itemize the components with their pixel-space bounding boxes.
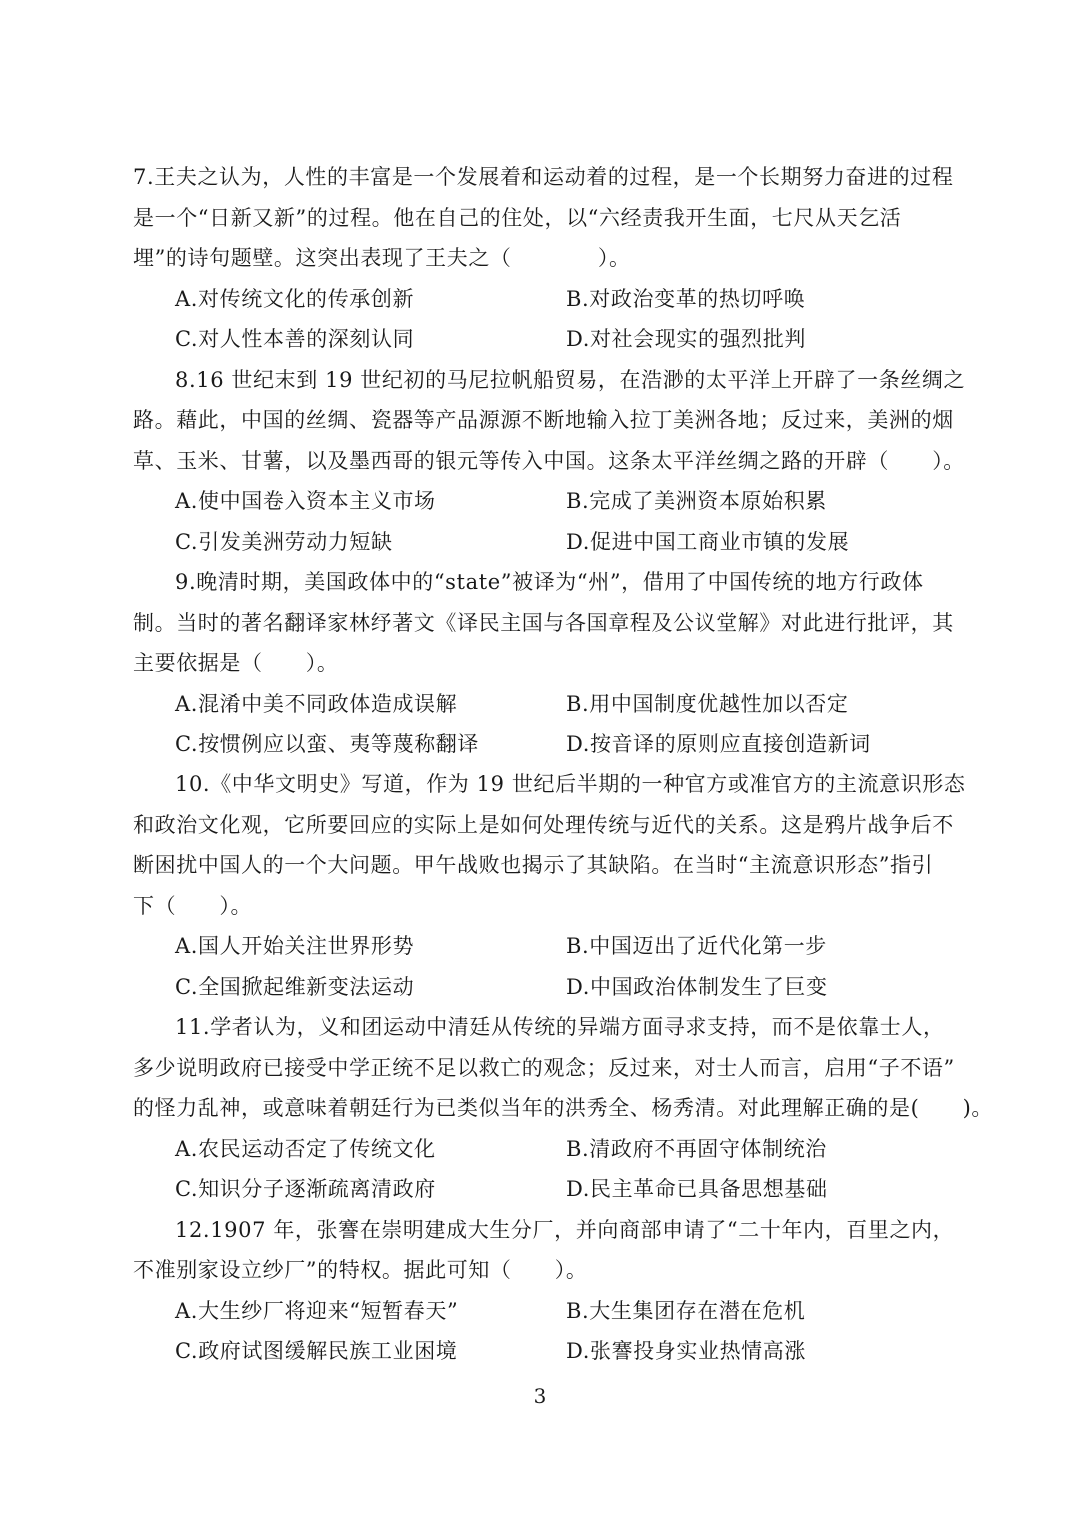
option-b: B.中国迈出了近代化第一步 <box>566 934 827 958</box>
page-number: 3 <box>533 1384 547 1408</box>
question-stem-line: 断困扰中国人的一个大问题。甲午战败也揭示了其缺陷。在当时“主流意识形态”指引 <box>133 853 934 877</box>
question-stem-line: 12.1907 年，张謇在崇明建成大生分厂，并向商部申请了“二十年内，百里之内， <box>175 1218 955 1242</box>
option-c: C.引发美洲劳动力短缺 <box>175 530 393 554</box>
option-a: A.对传统文化的传承创新 <box>175 287 415 311</box>
option-d: D.促进中国工商业市镇的发展 <box>566 530 850 554</box>
option-b: B.大生集团存在潜在危机 <box>566 1299 806 1323</box>
question-stem-line: 是一个“日新又新”的过程。他在自己的住处，以“六经责我开生面，七尺从天乞活 <box>133 206 902 230</box>
option-b: B.清政府不再固守体制统治 <box>566 1137 827 1161</box>
question-stem-line: 制。当时的著名翻译家林纾著文《译民主国与各国章程及公议堂解》对此进行批评，其 <box>133 611 954 635</box>
option-a: A.国人开始关注世界形势 <box>175 934 415 958</box>
option-b: B.用中国制度优越性加以否定 <box>566 692 849 716</box>
option-a: A.混淆中美不同政体造成误解 <box>175 692 458 716</box>
option-b: B.完成了美洲资本原始积累 <box>566 489 827 513</box>
question-stem-line: 11.学者认为，义和团运动中清廷从传统的异端方面寻求支持，而不是依靠士人， <box>175 1015 945 1039</box>
option-d: D.对社会现实的强烈批判 <box>566 327 806 351</box>
option-d: D.按音译的原则应直接创造新词 <box>566 732 871 756</box>
option-a: A.农民运动否定了传统文化 <box>175 1137 436 1161</box>
option-d: D.中国政治体制发生了巨变 <box>566 975 828 999</box>
question-stem-line: 9.晚清时期，美国政体中的“state”被译为“州”，借用了中国传统的地方行政体 <box>175 570 924 594</box>
option-a: A.大生纱厂将迎来“短暂春天” <box>175 1299 459 1323</box>
option-b: B.对政治变革的热切呼唤 <box>566 287 806 311</box>
option-c: C.政府试图缓解民族工业困境 <box>175 1339 458 1363</box>
question-stem-line: 的怪力乱神，或意味着朝廷行为已类似当年的洪秀全、杨秀清。对此理解正确的是( )。 <box>133 1096 993 1120</box>
question-stem-line: 主要依据是（ ）。 <box>133 651 339 675</box>
option-c: C.对人性本善的深刻认同 <box>175 327 415 351</box>
question-stem-line: 路。藉此，中国的丝绸、瓷器等产品源源不断地输入拉丁美洲各地；反过来，美洲的烟 <box>133 408 954 432</box>
question-stem-line: 埋”的诗句题壁。这突出表现了王夫之（ ）。 <box>133 246 631 270</box>
question-stem-line: 下（ ）。 <box>133 894 253 918</box>
question-stem-line: 多少说明政府已接受中学正统不足以救亡的观念；反过来，对士人而言，启用“子不语” <box>133 1056 955 1080</box>
option-a: A.使中国卷入资本主义市场 <box>175 489 436 513</box>
question-stem-line: 8.16 世纪末到 19 世纪初的马尼拉帆船贸易，在浩渺的太平洋上开辟了一条丝绸之 <box>175 368 966 392</box>
option-c: C.知识分子逐渐疏离清政府 <box>175 1177 436 1201</box>
question-stem-line: 10.《中华文明史》写道，作为 19 世纪后半期的一种官方或准官方的主流意识形态 <box>175 772 966 796</box>
question-stem-line: 和政治文化观，它所要回应的实际上是如何处理传统与近代的关系。这是鸦片战争后不 <box>133 813 954 837</box>
question-stem-line: 草、玉米、甘薯，以及墨西哥的银元等传入中国。这条太平洋丝绸之路的开辟（ ）。 <box>133 449 965 473</box>
question-stem-line: 不准别家设立纱厂”的特权。据此可知（ ）。 <box>133 1258 588 1282</box>
option-c: C.全国掀起维新变法运动 <box>175 975 415 999</box>
option-d: D.张謇投身实业热情高涨 <box>566 1339 806 1363</box>
option-c: C.按惯例应以蛮、夷等蔑称翻译 <box>175 732 479 756</box>
option-d: D.民主革命已具备思想基础 <box>566 1177 828 1201</box>
question-stem-line: 7.王夫之认为，人性的丰富是一个发展着和运动着的过程，是一个长期努力奋进的过程 <box>133 165 954 189</box>
